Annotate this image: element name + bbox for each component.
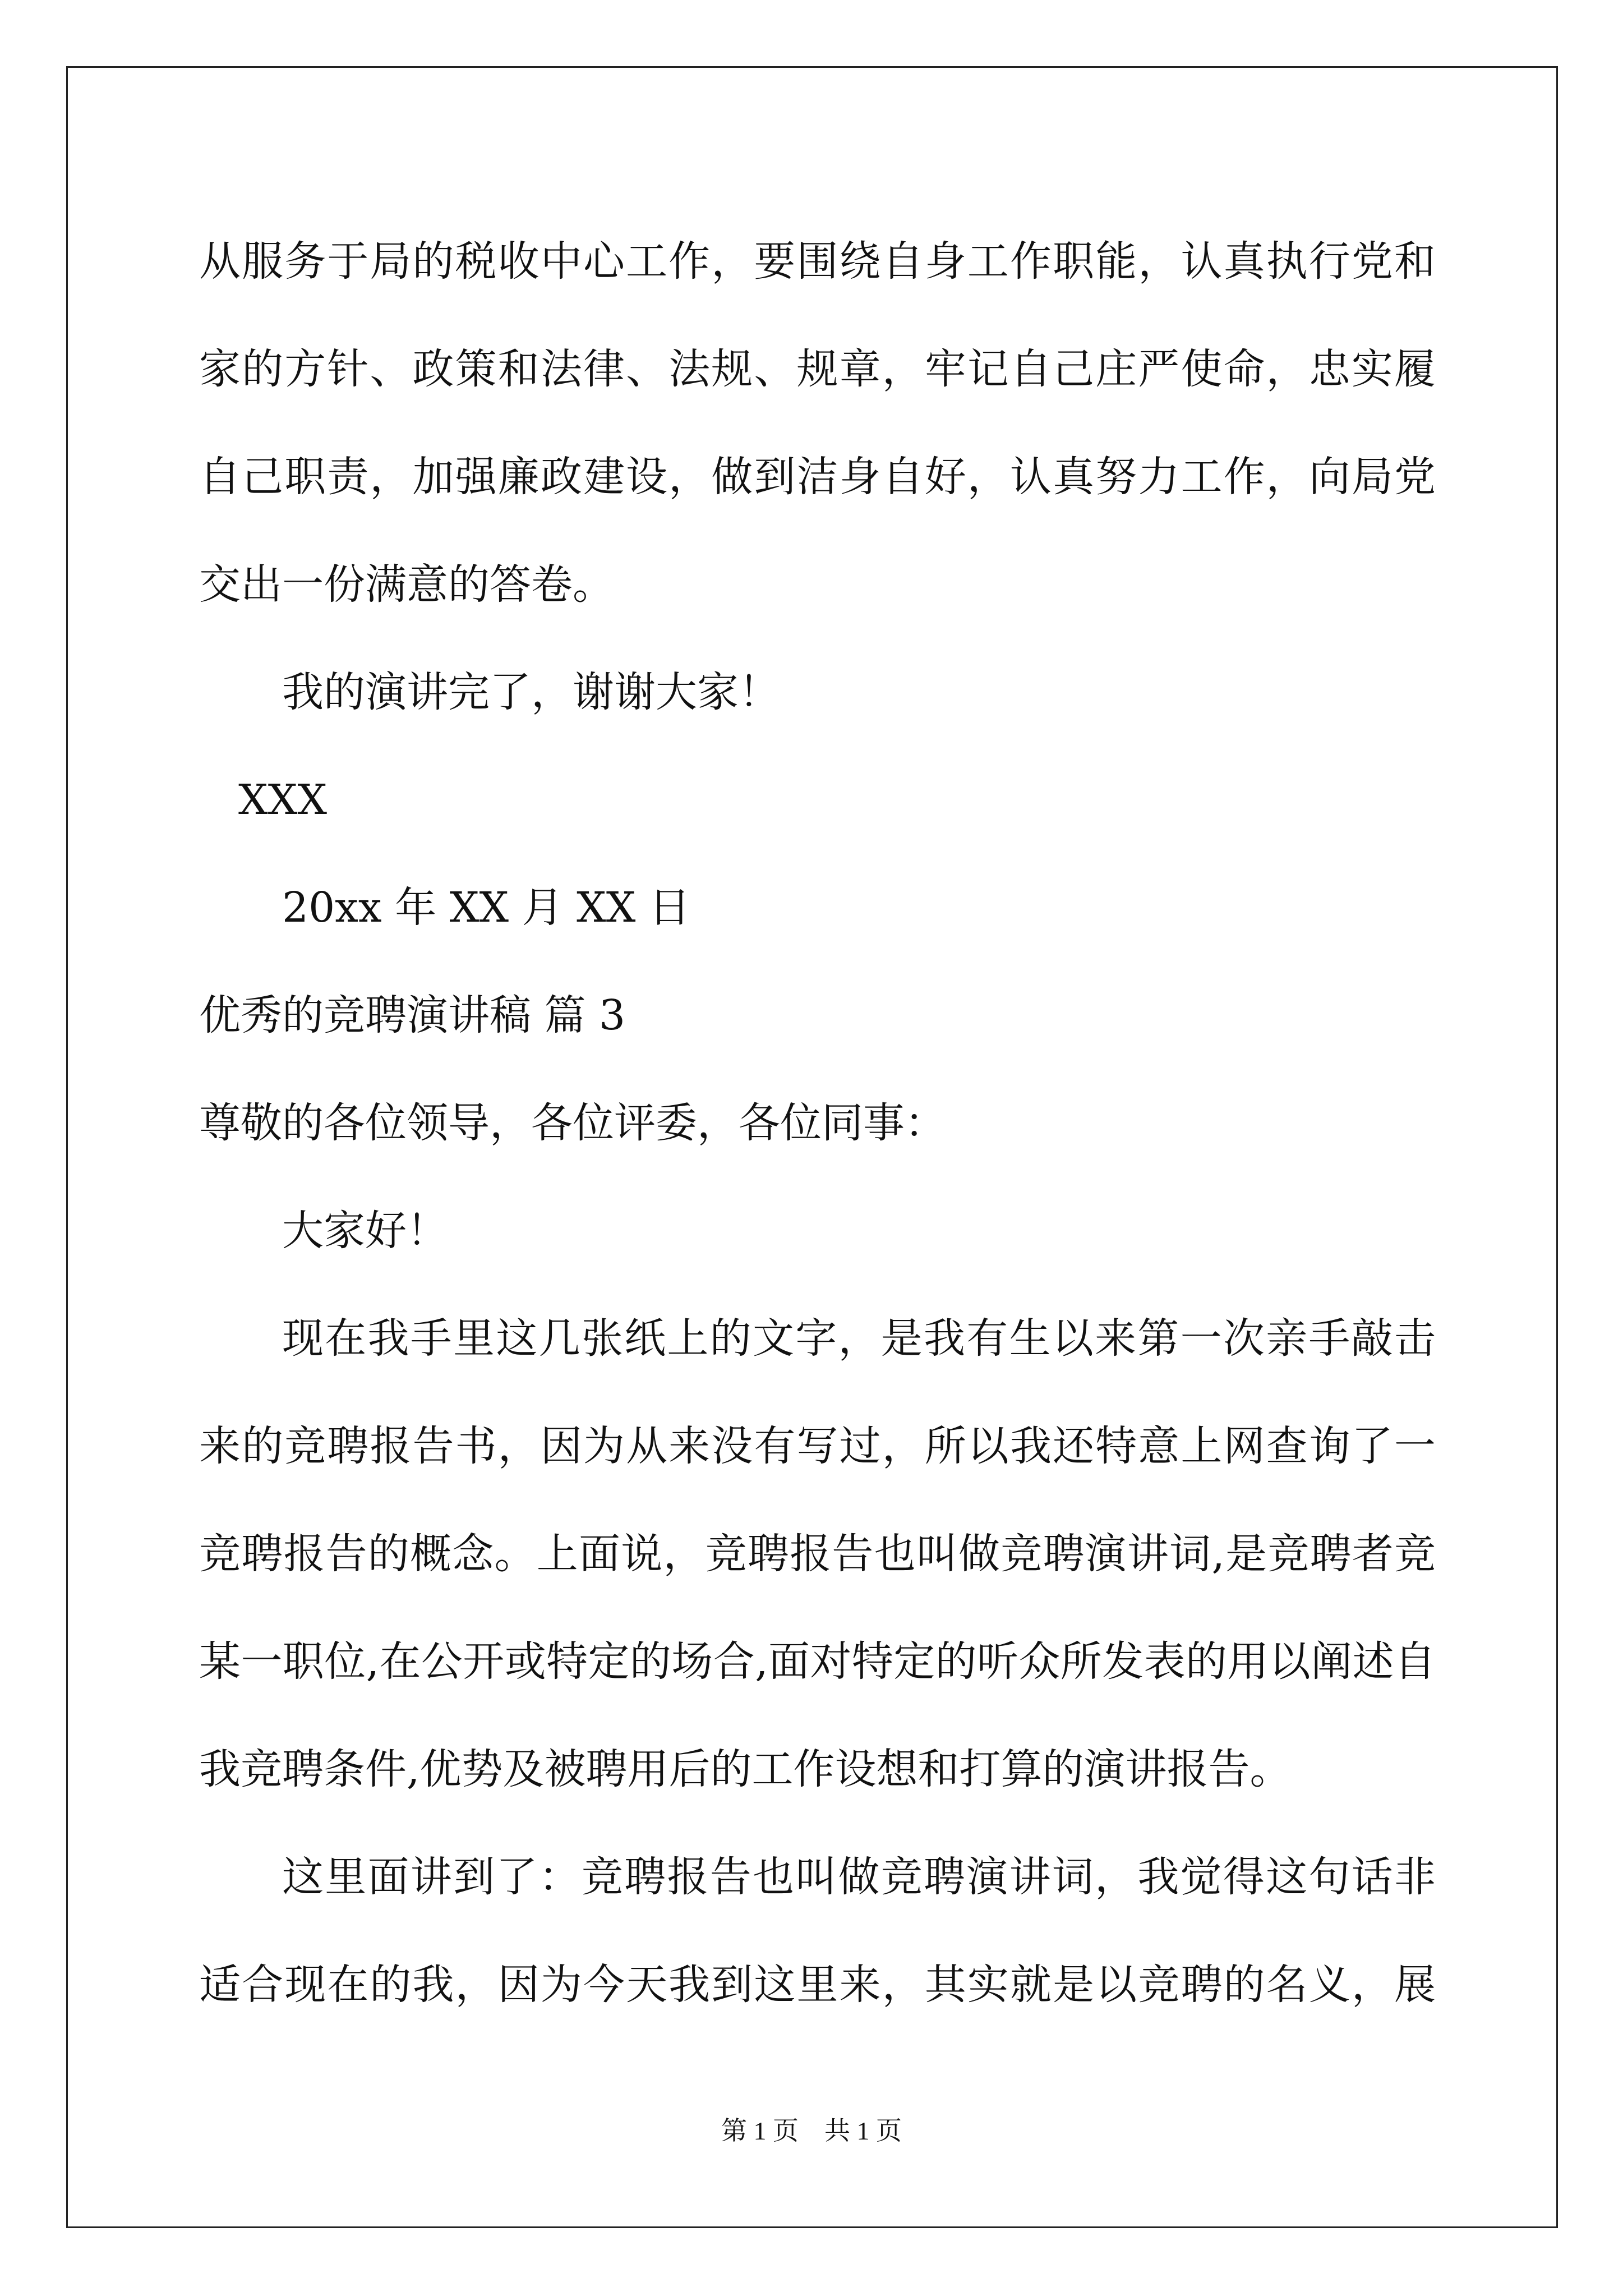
paragraph-line: 家的方针、政策和法律、法规、规章，牢记自己庄严使命，忠实履 (199, 345, 1436, 393)
paragraph-line: 某一职位,在公开或特定的场合,面对特定的听众所发表的用以阐述自 (199, 1637, 1436, 1686)
signature-name: XXX (238, 776, 328, 824)
page-footer: 第 1 页 共 1 页 (721, 2116, 902, 2145)
paragraph-line: 自己职责，加强廉政建设，做到洁身自好，认真努力工作，向局党 (199, 453, 1436, 501)
paragraph-line: 竞聘报告的概念。上面说，竞聘报告也叫做竞聘演讲词,是竞聘者竞 (199, 1530, 1436, 1578)
signature-date: 20xx 年 XX 月 XX 日 (282, 884, 690, 932)
paragraph-line: 从服务于局的税收中心工作，要围绕自身工作职能，认真执行党和 (199, 237, 1436, 286)
paragraph-line: 适合现在的我，因为今天我到这里来，其实就是以竞聘的名义，展 (199, 1961, 1436, 2009)
section-heading: 优秀的竞聘演讲稿 篇 3 (199, 991, 626, 1039)
paragraph-line: 现在我手里这几张纸上的文字，是我有生以来第一次亲手敲击 (282, 1314, 1436, 1363)
paragraph-line: 交出一份满意的答卷。 (199, 560, 614, 609)
paragraph-line: 我竞聘条件,优势及被聘用后的工作设想和打算的演讲报告。 (199, 1745, 1292, 1793)
salutation: 尊敬的各位领导，各位评委，各位同事： (199, 1099, 946, 1147)
paragraph-line: 来的竞聘报告书，因为从来没有写过，所以我还特意上网查询了一 (199, 1422, 1436, 1470)
paragraph-line: 这里面讲到了：竞聘报告也叫做竞聘演讲词，我觉得这句话非 (282, 1853, 1436, 1901)
document-body (199, 208, 1436, 2039)
closing-remark: 我的演讲完了，谢谢大家！ (282, 668, 780, 716)
greeting: 大家好！ (282, 1207, 448, 1255)
